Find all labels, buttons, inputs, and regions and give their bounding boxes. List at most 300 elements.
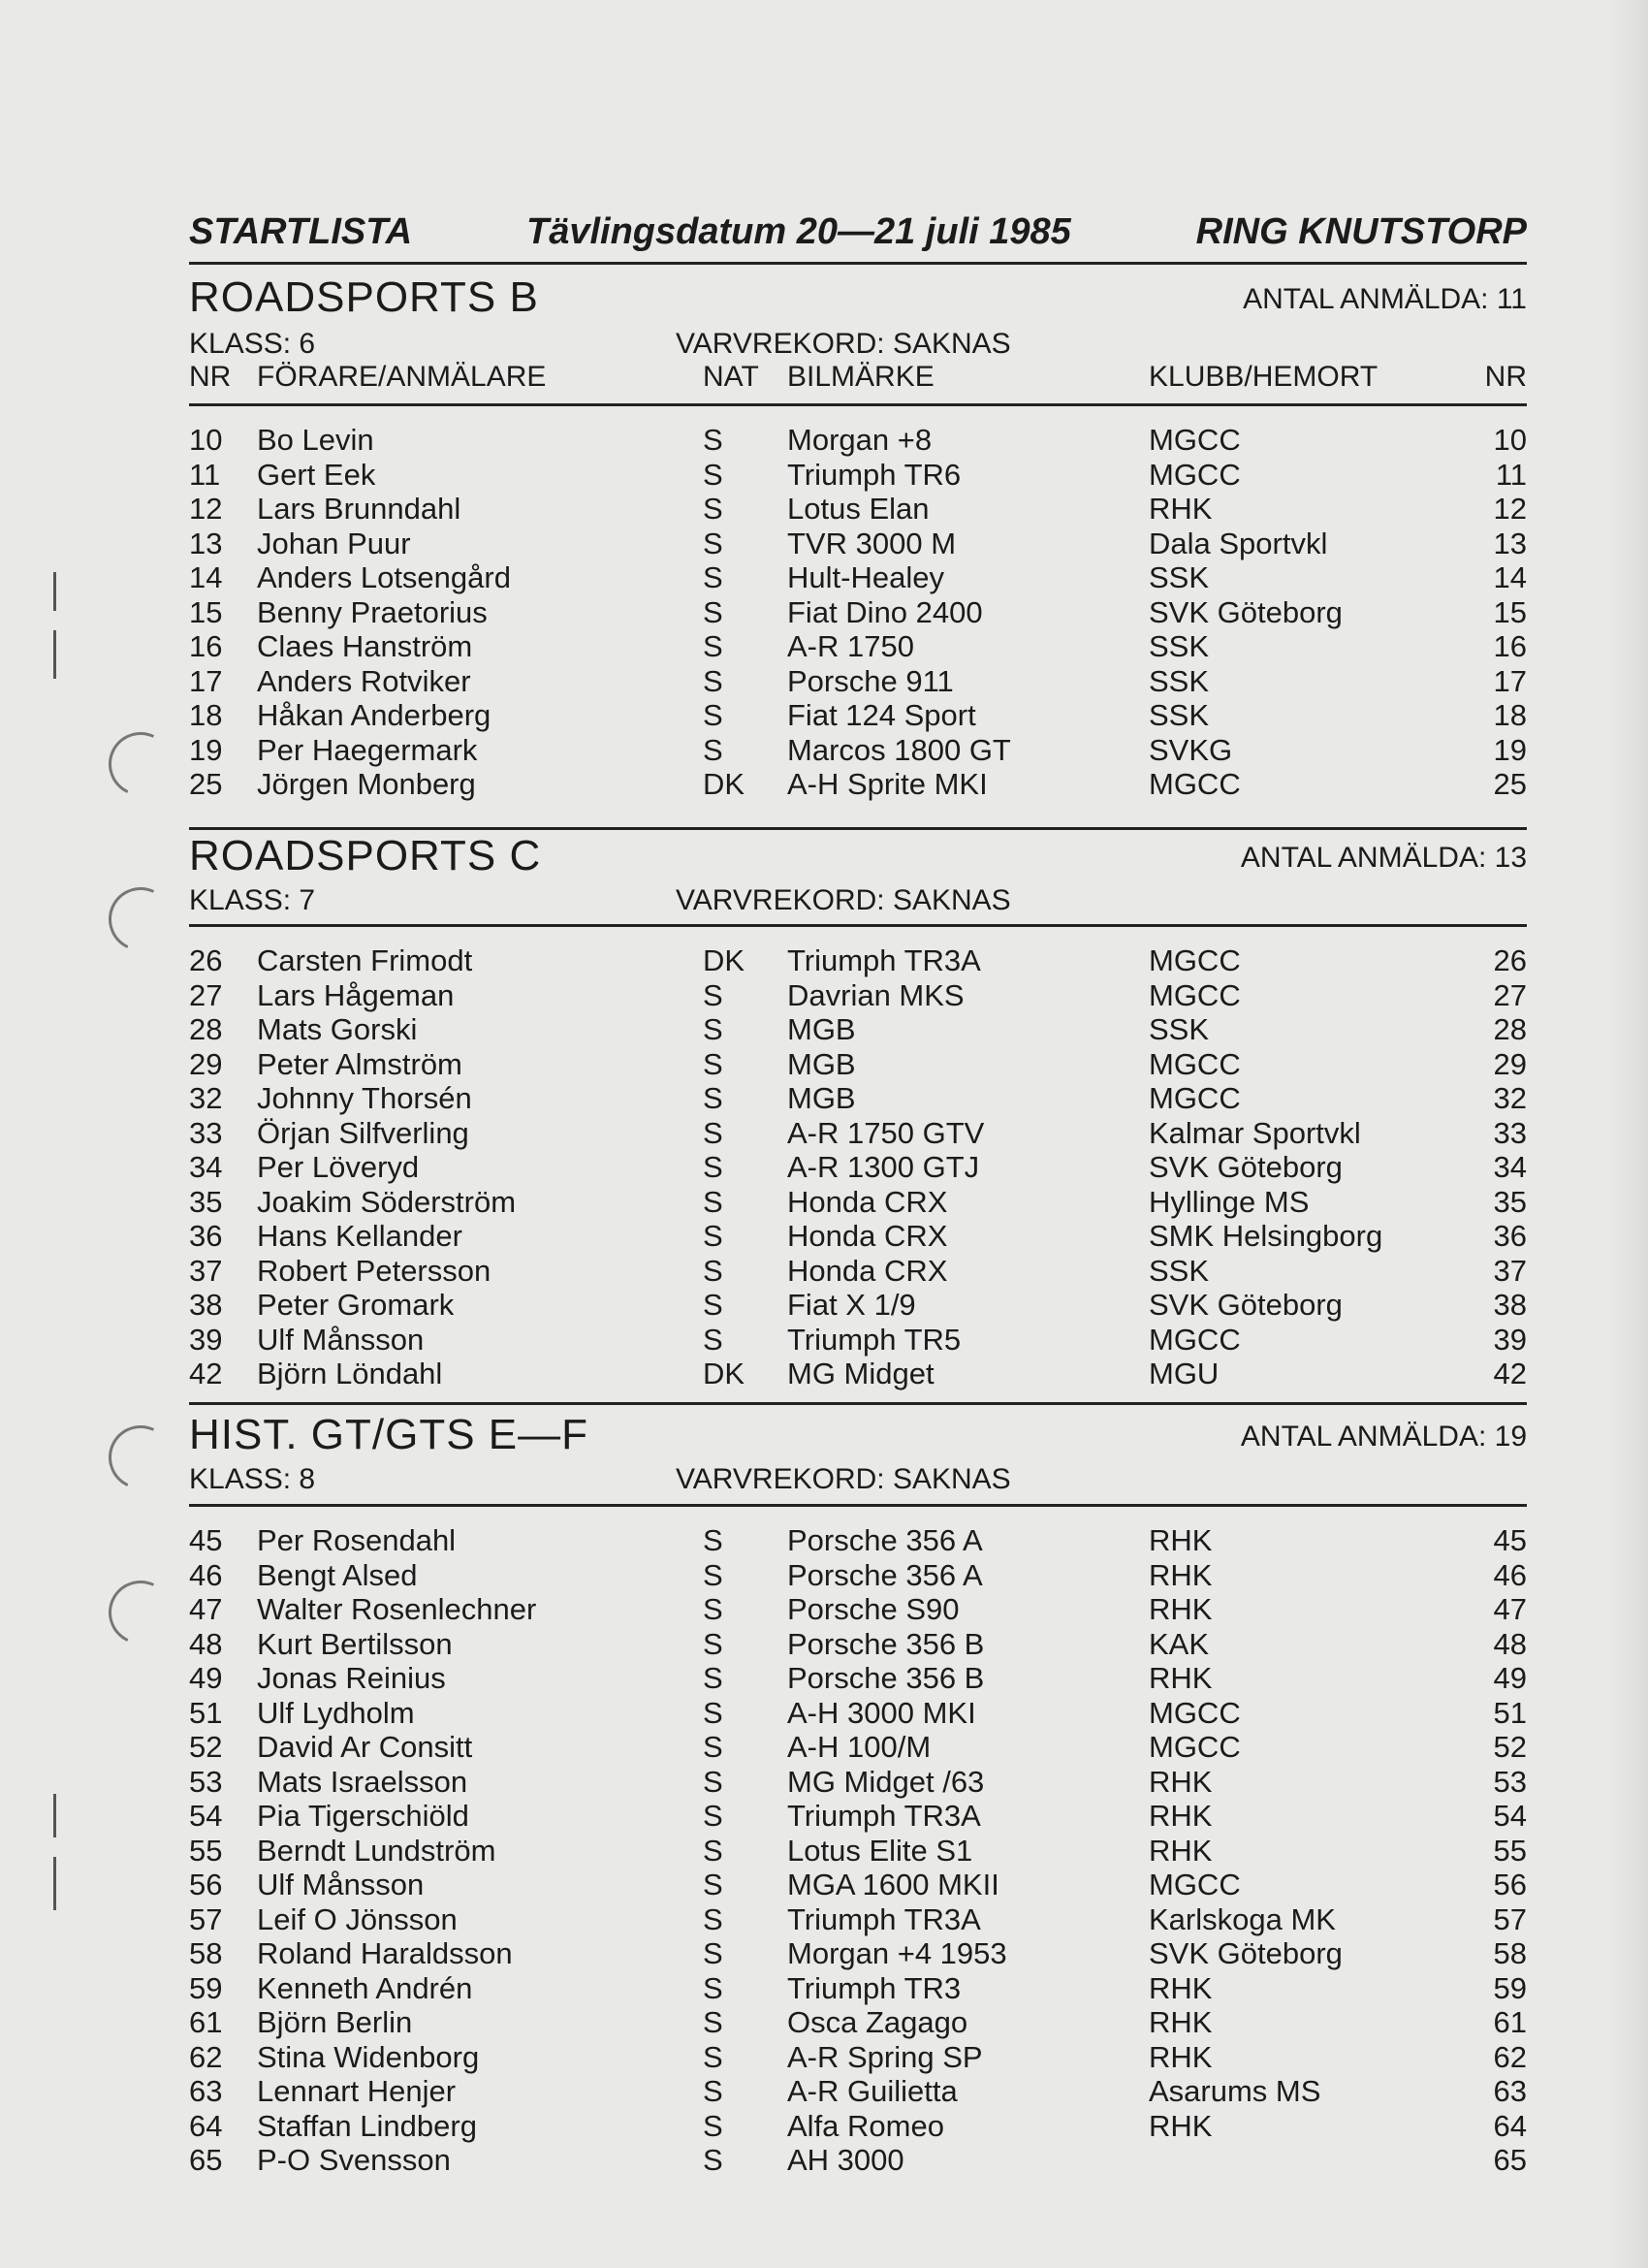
club: KAK bbox=[1149, 1626, 1210, 1661]
table-row bbox=[189, 664, 1527, 698]
driver-name: Kenneth Andrén bbox=[257, 1970, 473, 2005]
car-make: Marcos 1800 GT bbox=[787, 732, 1011, 767]
entry-number: 52 bbox=[189, 1730, 223, 1764]
car-make: Lotus Elan bbox=[787, 492, 930, 526]
nationality: S bbox=[703, 2108, 723, 2143]
table-row bbox=[189, 1765, 1527, 1799]
car-make: Triumph TR3A bbox=[787, 943, 981, 977]
table-row bbox=[189, 1323, 1527, 1357]
entry-number-right: 32 bbox=[1493, 1081, 1527, 1115]
driver-name: Ulf Månsson bbox=[257, 1868, 425, 1901]
driver-name: Stina Widenborg bbox=[257, 2039, 480, 2074]
driver-name: Kurt Bertilsson bbox=[257, 1626, 453, 1661]
table-row bbox=[189, 1799, 1527, 1833]
entry-number: 14 bbox=[189, 560, 223, 594]
entry-number-right: 46 bbox=[1493, 1557, 1527, 1592]
nationality: S bbox=[703, 1322, 723, 1357]
nationality: S bbox=[703, 663, 723, 698]
class-label: KLASS: 8 bbox=[189, 1463, 316, 1495]
entry-number-right: 58 bbox=[1493, 1936, 1527, 1970]
nationality: S bbox=[703, 977, 723, 1012]
car-make: A-H 100/M bbox=[787, 1730, 932, 1764]
nationality: S bbox=[703, 1012, 723, 1046]
entry-number-right: 42 bbox=[1493, 1357, 1527, 1390]
nationality: S bbox=[703, 423, 723, 457]
driver-name: Per Rosendahl bbox=[257, 1523, 457, 1557]
driver-name: Jonas Reinius bbox=[257, 1661, 446, 1695]
section-end-rule bbox=[189, 827, 1527, 830]
entry-number-right: 49 bbox=[1493, 1661, 1527, 1695]
section-end-rule bbox=[189, 1402, 1527, 1405]
entry-number-right: 34 bbox=[1493, 1150, 1527, 1184]
punch-hole bbox=[100, 1417, 182, 1499]
table-row bbox=[189, 1047, 1527, 1081]
nationality: DK bbox=[703, 1357, 745, 1390]
entry-number-right: 17 bbox=[1493, 663, 1527, 698]
car-make: Triumph TR3A bbox=[787, 1901, 981, 1936]
nationality: S bbox=[703, 1799, 723, 1833]
entry-number: 18 bbox=[189, 698, 223, 732]
driver-name: Örjan Silfverling bbox=[257, 1115, 469, 1150]
car-make: AH 3000 bbox=[787, 2143, 904, 2177]
section-rule bbox=[189, 403, 1527, 406]
lap-record: VARVREKORD: SAKNAS bbox=[676, 328, 1011, 360]
table-row bbox=[189, 1081, 1527, 1115]
margin-mark bbox=[53, 1794, 56, 1837]
punch-hole bbox=[100, 1572, 182, 1654]
table-row bbox=[189, 1185, 1527, 1219]
section-title: ROADSPORTS C bbox=[189, 832, 542, 879]
driver-name: Leif O Jönsson bbox=[257, 1901, 458, 1936]
car-make: MGB bbox=[787, 1081, 856, 1115]
entry-number-right: 18 bbox=[1493, 698, 1527, 732]
table-row bbox=[189, 1116, 1527, 1150]
driver-name: Bengt Alsed bbox=[257, 1557, 418, 1592]
club: MGCC bbox=[1149, 1046, 1241, 1081]
entry-number-right: 53 bbox=[1493, 1764, 1527, 1799]
car-make: Morgan +8 bbox=[787, 423, 933, 457]
nationality: S bbox=[703, 457, 723, 492]
entry-number: 12 bbox=[189, 492, 223, 526]
column-header-nr: NR bbox=[189, 361, 232, 393]
car-make: A-R 1750 bbox=[787, 629, 914, 663]
club: RHK bbox=[1149, 2039, 1213, 2074]
page-header bbox=[189, 211, 1527, 262]
nationality: S bbox=[703, 492, 723, 526]
entry-number: 32 bbox=[189, 1081, 223, 1115]
table-row bbox=[189, 1868, 1527, 1901]
table-row bbox=[189, 1834, 1527, 1868]
driver-name: Johan Puur bbox=[257, 526, 411, 560]
entry-number-right: 57 bbox=[1493, 1901, 1527, 1936]
entry-number: 38 bbox=[189, 1288, 223, 1322]
entry-number-right: 56 bbox=[1493, 1868, 1527, 1901]
punch-hole bbox=[100, 723, 182, 806]
table-row bbox=[189, 1696, 1527, 1730]
car-make: A-R 1750 GTV bbox=[787, 1115, 985, 1150]
entry-number-right: 28 bbox=[1493, 1012, 1527, 1046]
driver-name: Mats Israelsson bbox=[257, 1764, 468, 1799]
nationality: S bbox=[703, 1592, 723, 1626]
entry-number: 54 bbox=[189, 1799, 223, 1833]
table-row bbox=[189, 423, 1527, 457]
driver-name: Ulf Månsson bbox=[257, 1322, 425, 1357]
car-make: Triumph TR6 bbox=[787, 457, 962, 492]
margin-mark bbox=[53, 572, 56, 611]
club: RHK bbox=[1149, 2108, 1213, 2143]
table-row bbox=[189, 1523, 1527, 1557]
table-row bbox=[189, 733, 1527, 767]
entry-number: 55 bbox=[189, 1833, 223, 1868]
driver-name: Pia Tigerschiöld bbox=[257, 1799, 469, 1833]
entries-count: ANTAL ANMÄLDA: 11 bbox=[1243, 283, 1527, 315]
entry-number-right: 35 bbox=[1493, 1184, 1527, 1219]
entry-number-right: 54 bbox=[1493, 1799, 1527, 1833]
driver-name: Berndt Lundström bbox=[257, 1833, 496, 1868]
entry-number: 62 bbox=[189, 2039, 223, 2074]
driver-name: Johnny Thorsén bbox=[257, 1081, 472, 1115]
column-header-nr2: NR bbox=[1484, 361, 1527, 393]
entry-number-right: 36 bbox=[1493, 1219, 1527, 1253]
nationality: DK bbox=[703, 943, 745, 977]
car-make: Osca Zagago bbox=[787, 2005, 968, 2039]
driver-name: Anders Rotviker bbox=[257, 663, 471, 698]
car-make: Porsche 356 A bbox=[787, 1557, 983, 1592]
driver-name: Joakim Söderström bbox=[257, 1184, 517, 1219]
club: Karlskoga MK bbox=[1149, 1901, 1336, 1936]
header-date: Tävlingsdatum 20—21 juli 1985 bbox=[526, 211, 1071, 252]
table-row bbox=[189, 2040, 1527, 2074]
page-edge-shadow bbox=[1609, 0, 1648, 2268]
driver-name: Björn Berlin bbox=[257, 2005, 413, 2039]
driver-name: Claes Hanström bbox=[257, 629, 473, 663]
nationality: S bbox=[703, 2005, 723, 2039]
entry-number-right: 45 bbox=[1493, 1523, 1527, 1557]
entry-number: 47 bbox=[189, 1592, 223, 1626]
entry-number-right: 47 bbox=[1493, 1592, 1527, 1626]
table-row bbox=[189, 1150, 1527, 1184]
entry-number-right: 51 bbox=[1493, 1695, 1527, 1730]
entry-number: 56 bbox=[189, 1868, 223, 1901]
nationality: DK bbox=[703, 767, 745, 801]
section-rule bbox=[189, 924, 1527, 927]
club: Dala Sportvkl bbox=[1149, 526, 1328, 560]
entry-number-right: 37 bbox=[1493, 1253, 1527, 1288]
club: MGCC bbox=[1149, 977, 1241, 1012]
nationality: S bbox=[703, 1764, 723, 1799]
nationality: S bbox=[703, 1150, 723, 1184]
class-label: KLASS: 7 bbox=[189, 884, 316, 916]
nationality: S bbox=[703, 1557, 723, 1592]
entry-number: 57 bbox=[189, 1901, 223, 1936]
margin-mark bbox=[53, 630, 56, 679]
entry-number: 59 bbox=[189, 1970, 223, 2005]
entry-number-right: 25 bbox=[1493, 767, 1527, 801]
nationality: S bbox=[703, 1115, 723, 1150]
club: MGCC bbox=[1149, 1695, 1241, 1730]
nationality: S bbox=[703, 1253, 723, 1288]
entry-number: 45 bbox=[189, 1523, 223, 1557]
club: MGCC bbox=[1149, 1081, 1241, 1115]
nationality: S bbox=[703, 560, 723, 594]
driver-name: Staffan Lindberg bbox=[257, 2108, 477, 2143]
car-make: MG Midget /63 bbox=[787, 1764, 985, 1799]
car-make: MGA 1600 MKII bbox=[787, 1868, 999, 1901]
entry-number: 28 bbox=[189, 1012, 223, 1046]
car-make: Triumph TR3A bbox=[787, 1799, 981, 1833]
club: RHK bbox=[1149, 1970, 1213, 2005]
club: RHK bbox=[1149, 1833, 1213, 1868]
entry-number: 61 bbox=[189, 2005, 223, 2039]
section-title: HIST. GT/GTS E—F bbox=[189, 1411, 589, 1458]
car-make: Alfa Romeo bbox=[787, 2108, 944, 2143]
car-make: Morgan +4 1953 bbox=[787, 1936, 1007, 1970]
nationality: S bbox=[703, 1661, 723, 1695]
column-header-club: KLUBB/HEMORT bbox=[1149, 361, 1379, 393]
entry-number: 58 bbox=[189, 1936, 223, 1970]
entry-number: 10 bbox=[189, 423, 223, 457]
nationality: S bbox=[703, 1730, 723, 1764]
table-row bbox=[189, 1012, 1527, 1046]
entry-number: 17 bbox=[189, 663, 223, 698]
nationality: S bbox=[703, 2143, 723, 2177]
entry-number-right: 16 bbox=[1493, 629, 1527, 663]
driver-name: Gert Eek bbox=[257, 457, 376, 492]
entry-number: 27 bbox=[189, 977, 223, 1012]
entry-number: 63 bbox=[189, 2074, 223, 2108]
nationality: S bbox=[703, 2074, 723, 2108]
car-make: MG Midget bbox=[787, 1357, 935, 1390]
club: MGCC bbox=[1149, 423, 1241, 457]
entries-count: ANTAL ANMÄLDA: 19 bbox=[1240, 1421, 1527, 1453]
entry-number-right: 27 bbox=[1493, 977, 1527, 1012]
car-make: Porsche S90 bbox=[787, 1592, 960, 1626]
table-row bbox=[189, 1254, 1527, 1288]
entry-number-right: 64 bbox=[1493, 2108, 1527, 2143]
driver-name: Walter Rosenlechner bbox=[257, 1592, 537, 1626]
entry-number-right: 63 bbox=[1493, 2074, 1527, 2108]
table-row bbox=[189, 1627, 1527, 1661]
nationality: S bbox=[703, 629, 723, 663]
car-make: Fiat X 1/9 bbox=[787, 1288, 916, 1322]
entry-number: 34 bbox=[189, 1150, 223, 1184]
entry-number: 65 bbox=[189, 2143, 223, 2177]
driver-name: Ulf Lydholm bbox=[257, 1695, 415, 1730]
table-row bbox=[189, 1730, 1527, 1764]
margin-mark bbox=[53, 1857, 56, 1910]
nationality: S bbox=[703, 1936, 723, 1970]
table-row bbox=[189, 1592, 1527, 1626]
entry-number-right: 52 bbox=[1493, 1730, 1527, 1764]
entry-number: 48 bbox=[189, 1626, 223, 1661]
nationality: S bbox=[703, 2039, 723, 2074]
table-row bbox=[189, 2143, 1527, 2177]
entry-number: 46 bbox=[189, 1557, 223, 1592]
driver-name: Håkan Anderberg bbox=[257, 698, 491, 732]
club: MGCC bbox=[1149, 1868, 1241, 1901]
club: MGCC bbox=[1149, 767, 1241, 801]
driver-name: Lennart Henjer bbox=[257, 2074, 457, 2108]
column-header-nat: NAT bbox=[703, 361, 759, 393]
entry-number-right: 12 bbox=[1493, 492, 1527, 526]
club: RHK bbox=[1149, 1523, 1213, 1557]
table-row bbox=[189, 458, 1527, 492]
section-rule bbox=[189, 1504, 1527, 1507]
nationality: S bbox=[703, 1081, 723, 1115]
nationality: S bbox=[703, 1219, 723, 1253]
club: SVK Göteborg bbox=[1149, 1288, 1343, 1322]
car-make: Triumph TR3 bbox=[787, 1970, 962, 2005]
club: SMK Helsingborg bbox=[1149, 1219, 1383, 1253]
table-row bbox=[189, 1971, 1527, 2005]
lap-record: VARVREKORD: SAKNAS bbox=[676, 1463, 1011, 1495]
entry-number-right: 29 bbox=[1493, 1046, 1527, 1081]
table-row bbox=[189, 2005, 1527, 2039]
entry-number: 33 bbox=[189, 1115, 223, 1150]
club: SVK Göteborg bbox=[1149, 594, 1343, 629]
driver-name: P-O Svensson bbox=[257, 2143, 451, 2177]
entry-number-right: 19 bbox=[1493, 732, 1527, 767]
entry-number-right: 13 bbox=[1493, 526, 1527, 560]
nationality: S bbox=[703, 1868, 723, 1901]
table-row bbox=[189, 595, 1527, 629]
nationality: S bbox=[703, 1523, 723, 1557]
car-make: Fiat 124 Sport bbox=[787, 698, 976, 732]
club: MGCC bbox=[1149, 943, 1241, 977]
car-make: Fiat Dino 2400 bbox=[787, 594, 983, 629]
header-venue: RING KNUTSTORP bbox=[1195, 211, 1527, 252]
entry-number: 35 bbox=[189, 1184, 223, 1219]
table-row bbox=[189, 1219, 1527, 1253]
nationality: S bbox=[703, 1626, 723, 1661]
table-row bbox=[189, 1902, 1527, 1936]
table-row bbox=[189, 978, 1527, 1012]
nationality: S bbox=[703, 1288, 723, 1322]
club: RHK bbox=[1149, 1764, 1213, 1799]
driver-name: Per Löveryd bbox=[257, 1150, 420, 1184]
driver-name: Benny Praetorius bbox=[257, 594, 488, 629]
entry-number-right: 59 bbox=[1493, 1970, 1527, 2005]
driver-name: Björn Löndahl bbox=[257, 1357, 443, 1390]
car-make: Porsche 911 bbox=[787, 663, 954, 698]
column-header-driver: FÖRARE/ANMÄLARE bbox=[257, 361, 547, 393]
entry-number: 11 bbox=[189, 457, 221, 492]
entry-number: 15 bbox=[189, 594, 223, 629]
entry-number: 37 bbox=[189, 1253, 223, 1288]
club: SSK bbox=[1149, 698, 1210, 732]
car-make: Honda CRX bbox=[787, 1219, 948, 1253]
entry-number: 26 bbox=[189, 943, 223, 977]
nationality: S bbox=[703, 594, 723, 629]
entry-number: 13 bbox=[189, 526, 223, 560]
club: RHK bbox=[1149, 1557, 1213, 1592]
club: Asarums MS bbox=[1149, 2074, 1321, 2108]
entry-number-right: 14 bbox=[1493, 560, 1527, 594]
club: RHK bbox=[1149, 1799, 1213, 1833]
entry-number: 29 bbox=[189, 1046, 223, 1081]
driver-name: Lars Hågeman bbox=[257, 977, 455, 1012]
table-row bbox=[189, 2074, 1527, 2108]
car-make: A-H Sprite MKI bbox=[787, 767, 988, 801]
entry-number: 64 bbox=[189, 2108, 223, 2143]
entry-number: 39 bbox=[189, 1322, 223, 1357]
nationality: S bbox=[703, 698, 723, 732]
car-make: Hult-Healey bbox=[787, 560, 944, 594]
entry-number: 42 bbox=[189, 1357, 223, 1390]
club: RHK bbox=[1149, 492, 1213, 526]
car-make: Triumph TR5 bbox=[787, 1322, 962, 1357]
car-make: MGB bbox=[787, 1046, 856, 1081]
table-row bbox=[189, 560, 1527, 594]
entry-number-right: 55 bbox=[1493, 1833, 1527, 1868]
entry-number: 36 bbox=[189, 1219, 223, 1253]
driver-name: Mats Gorski bbox=[257, 1012, 418, 1046]
table-row bbox=[189, 2109, 1527, 2143]
driver-name: Hans Kellander bbox=[257, 1219, 462, 1253]
club: Kalmar Sportvkl bbox=[1149, 1115, 1361, 1150]
entry-number: 16 bbox=[189, 629, 223, 663]
section-title: ROADSPORTS B bbox=[189, 273, 539, 321]
car-make: Davrian MKS bbox=[787, 977, 965, 1012]
driver-name: Anders Lotsengård bbox=[257, 560, 511, 594]
entry-number: 25 bbox=[189, 767, 223, 801]
club: Hyllinge MS bbox=[1149, 1184, 1310, 1219]
entry-number-right: 33 bbox=[1493, 1115, 1527, 1150]
entry-number-right: 62 bbox=[1493, 2039, 1527, 2074]
car-make: Lotus Elite S1 bbox=[787, 1833, 973, 1868]
driver-name: Peter Almström bbox=[257, 1046, 462, 1081]
table-row bbox=[189, 1936, 1527, 1970]
driver-name: Lars Brunndahl bbox=[257, 492, 461, 526]
car-make: Honda CRX bbox=[787, 1253, 948, 1288]
entries-count: ANTAL ANMÄLDA: 13 bbox=[1240, 842, 1527, 874]
table-row bbox=[189, 767, 1527, 801]
entry-number-right: 39 bbox=[1493, 1322, 1527, 1357]
driver-name: Bo Levin bbox=[257, 423, 374, 457]
entry-number-right: 65 bbox=[1493, 2143, 1527, 2177]
club: MGCC bbox=[1149, 457, 1241, 492]
nationality: S bbox=[703, 1695, 723, 1730]
table-row bbox=[189, 527, 1527, 560]
nationality: S bbox=[703, 1901, 723, 1936]
lap-record: VARVREKORD: SAKNAS bbox=[676, 884, 1011, 916]
club: SVK Göteborg bbox=[1149, 1936, 1343, 1970]
table-row bbox=[189, 1558, 1527, 1592]
nationality: S bbox=[703, 1184, 723, 1219]
club: RHK bbox=[1149, 1592, 1213, 1626]
car-make: A-H 3000 MKI bbox=[787, 1695, 976, 1730]
header-rule bbox=[189, 262, 1527, 265]
car-make: MGB bbox=[787, 1012, 856, 1046]
car-make: Honda CRX bbox=[787, 1184, 948, 1219]
car-make: Porsche 356 A bbox=[787, 1523, 983, 1557]
table-row bbox=[189, 1661, 1527, 1695]
club: MGCC bbox=[1149, 1730, 1241, 1764]
driver-name: Per Haegermark bbox=[257, 732, 478, 767]
car-make: Porsche 356 B bbox=[787, 1626, 985, 1661]
nationality: S bbox=[703, 732, 723, 767]
driver-name: Peter Gromark bbox=[257, 1288, 455, 1322]
punch-hole bbox=[100, 878, 182, 961]
club: MGCC bbox=[1149, 1322, 1241, 1357]
car-make: Porsche 356 B bbox=[787, 1661, 985, 1695]
club: SVK Göteborg bbox=[1149, 1150, 1343, 1184]
entry-number-right: 11 bbox=[1495, 457, 1527, 492]
nationality: S bbox=[703, 1833, 723, 1868]
car-make: A-R Guilietta bbox=[787, 2074, 958, 2108]
entry-number-right: 15 bbox=[1493, 594, 1527, 629]
class-label: KLASS: 6 bbox=[189, 328, 316, 360]
